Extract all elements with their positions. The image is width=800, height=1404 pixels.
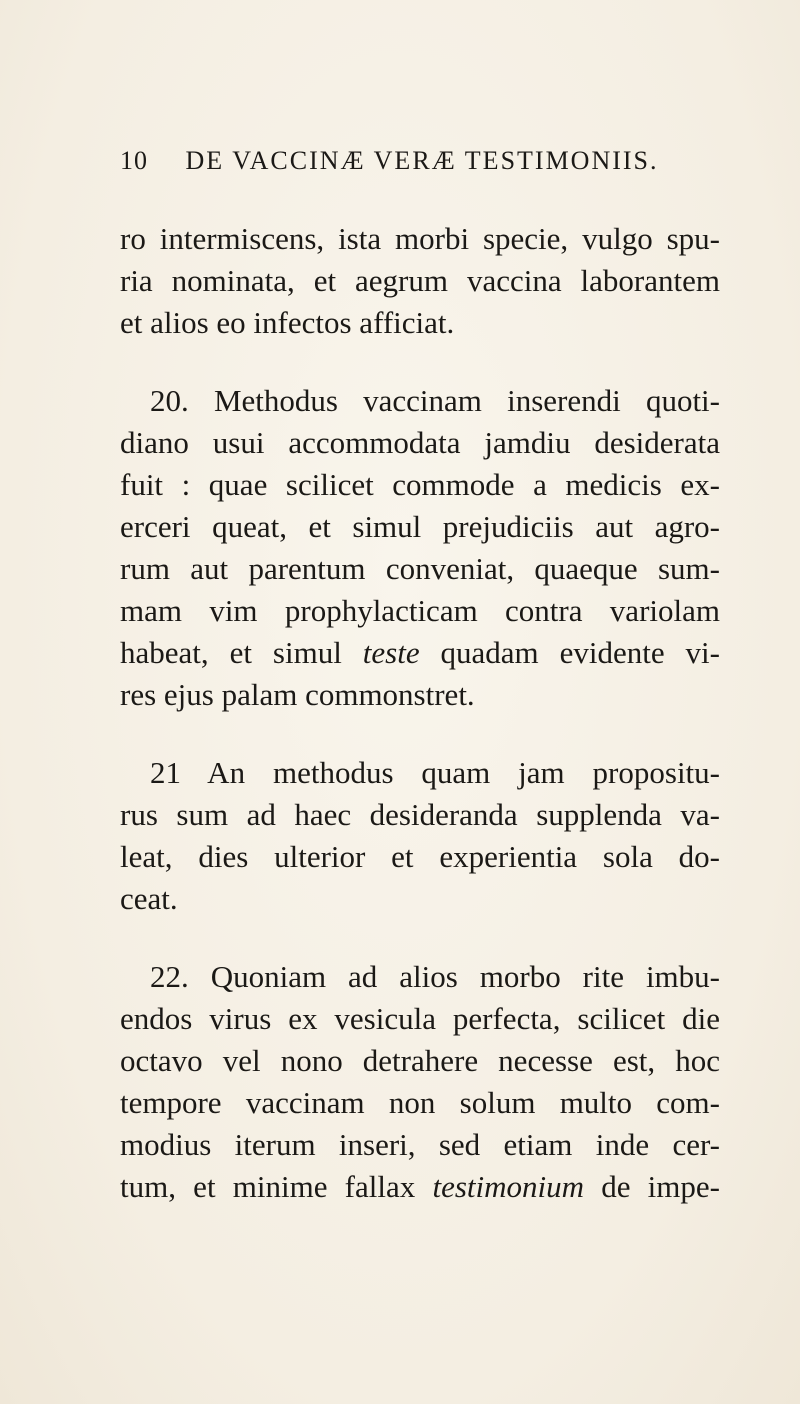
paragraph-21	[120, 752, 720, 920]
text-line: leat, dies ulterior et experientia sola do-	[120, 839, 720, 874]
text-line: rum aut parentum conveniat, quaeque sum-	[120, 551, 720, 586]
paragraph-1	[120, 218, 720, 344]
text-line: 20. Methodus vaccinam inserendi quoti-	[150, 383, 720, 418]
text-line: ceat.	[120, 881, 178, 916]
text-line: erceri queat, et simul prejudiciis aut agro-	[120, 509, 720, 544]
text-line: modius iterum inseri, sed etiam inde cer-	[120, 1127, 720, 1162]
text-line: mam vim prophylacticam contra variolam	[120, 593, 720, 628]
body-text	[120, 218, 720, 1208]
text-line: endos virus ex vesicula perfecta, scilicet die	[120, 1001, 720, 1036]
text-line: rus sum ad haec desideranda supplenda va-	[120, 797, 720, 832]
text-line: 21 An methodus quam jam propositu-	[150, 755, 720, 790]
text-line: et alios eo infectos afficiat.	[120, 305, 455, 340]
text-line: octavo vel nono detrahere necesse est, hoc	[120, 1043, 720, 1078]
text-segment: quadam evidente vi-	[419, 635, 720, 670]
text-line-with-italic	[120, 632, 720, 674]
text-line: ria nominata, et aegrum vaccina laborantem	[120, 263, 720, 298]
text-line: fuit : quae scilicet commode a medicis ex-	[120, 467, 720, 502]
paragraph-gap	[120, 920, 720, 956]
page-number: 10	[120, 146, 148, 175]
paragraph-gap	[120, 716, 720, 752]
running-title: DE VACCINÆ VERÆ TESTIMONIIS.	[185, 146, 659, 175]
text-segment: tum, et minime fallax	[120, 1169, 433, 1204]
paragraph-20	[120, 380, 720, 716]
text-line: tempore vaccinam non solum multo com-	[120, 1085, 720, 1120]
text-line: diano usui accommodata jamdiu desiderata	[120, 425, 720, 460]
text-segment: de impe-	[584, 1169, 720, 1204]
italic-word-teste: teste	[362, 635, 420, 670]
italic-word-testimonium: testimonium	[432, 1169, 585, 1204]
paragraph-22	[120, 956, 720, 1208]
text-segment: habeat, et simul	[120, 635, 363, 670]
paragraph-gap	[120, 344, 720, 380]
text-line: res ejus palam commonstret.	[120, 677, 475, 712]
text-line: ro intermiscens, ista morbi specie, vulgo spu-	[120, 221, 720, 256]
running-header	[120, 146, 720, 186]
text-line: 22. Quoniam ad alios morbo rite imbu-	[150, 959, 720, 994]
text-line-with-italic	[120, 1166, 720, 1208]
